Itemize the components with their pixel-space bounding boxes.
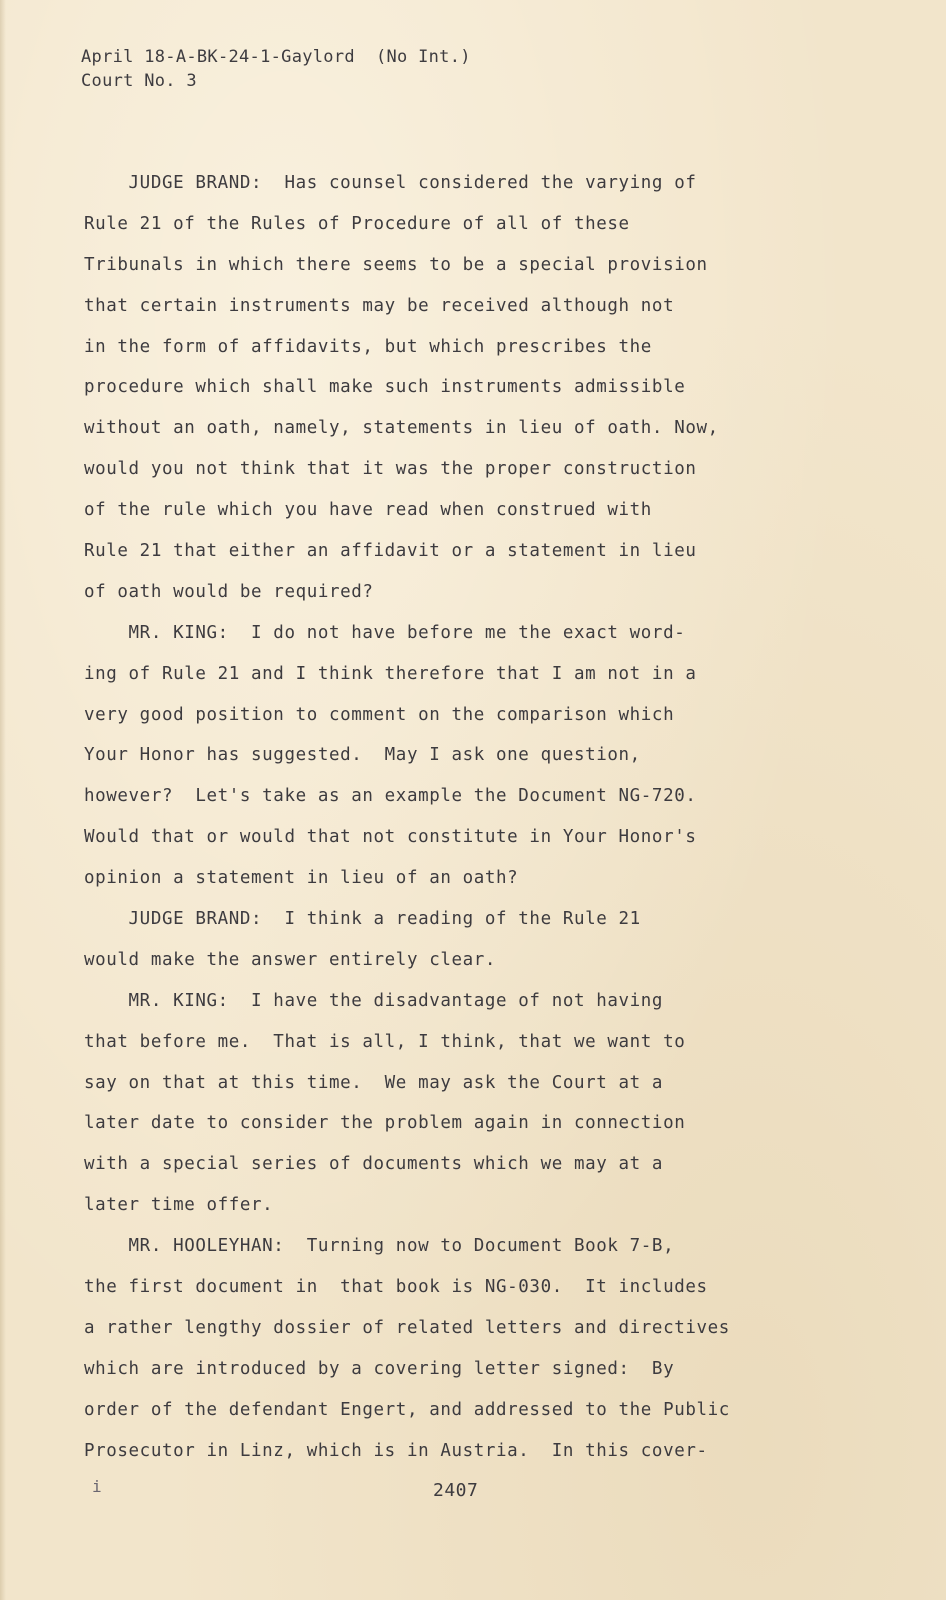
transcript-body (84, 163, 814, 1472)
transcript-line: order of the defendant Engert, and addressed to the Public (84, 1399, 730, 1420)
transcript-line: later date to consider the problem again in connection (84, 1113, 686, 1134)
transcript-line: procedure which shall make such instruments admissible (84, 377, 686, 398)
transcript-line: MR. HOOLEYHAN: Turning now to Document Book 7-B, (84, 1236, 675, 1257)
transcript-line: the first document in that book is NG-030. It includes (84, 1277, 708, 1298)
document-header (81, 45, 471, 93)
transcript-line: in the form of affidavits, but which prescribes the (84, 336, 652, 357)
transcript-line: would make the answer entirely clear. (84, 949, 497, 970)
transcript-line: Tribunals in which there seems to be a special provision (84, 254, 708, 275)
page-edge-shadow (0, 0, 6, 1600)
transcript-line: that certain instruments may be received although not (84, 295, 675, 316)
transcript-line: however? Let's take as an example the Document NG-720. (84, 786, 697, 807)
transcript-line: Your Honor has suggested. May I ask one question, (84, 745, 641, 766)
transcript-line: Would that or would that not constitute in Your Honor's (84, 827, 697, 848)
transcript-line: Prosecutor in Linz, which is in Austria. In this cover- (84, 1440, 708, 1461)
transcript-line: MR. KING: I have the disadvantage of not having (84, 990, 664, 1011)
transcript-line: opinion a statement in lieu of an oath? (84, 868, 519, 889)
transcript-line: without an oath, namely, statements in lieu of oath. Now, (84, 418, 719, 439)
page-number: 2407 (433, 1480, 479, 1501)
header-date-line: April 18-A-BK-24-1-Gaylord (No Int.) (81, 47, 471, 67)
transcript-line: which are introduced by a covering letter signed: By (84, 1358, 675, 1379)
transcript-line: ing of Rule 21 and I think therefore that I am not in a (84, 663, 697, 684)
transcript-line: later time offer. (84, 1195, 274, 1216)
transcript-line: that before me. That is all, I think, that we want to (84, 1031, 686, 1052)
transcript-line: with a special series of documents which we may at a (84, 1154, 664, 1175)
transcript-line: of the rule which you have read when construed with (84, 500, 652, 521)
transcript-line: say on that at this time. We may ask the Court at a (84, 1072, 664, 1093)
transcript-line: JUDGE BRAND: I think a reading of the Rule 21 (84, 909, 641, 930)
transcript-line: MR. KING: I do not have before me the exact word- (84, 622, 686, 643)
transcript-line: of oath would be required? (84, 581, 374, 602)
transcript-line: very good position to comment on the comparison which (84, 704, 675, 725)
transcript-line: Rule 21 that either an affidavit or a statement in lieu (84, 541, 697, 562)
header-court-line: Court No. 3 (81, 71, 197, 91)
footer-mark: i (92, 1477, 102, 1496)
transcript-line: Rule 21 of the Rules of Procedure of all of these (84, 213, 630, 234)
transcript-line: would you not think that it was the proper construction (84, 459, 697, 480)
transcript-line: a rather lengthy dossier of related letters and directives (84, 1317, 730, 1338)
transcript-line: JUDGE BRAND: Has counsel considered the varying of (84, 173, 697, 193)
